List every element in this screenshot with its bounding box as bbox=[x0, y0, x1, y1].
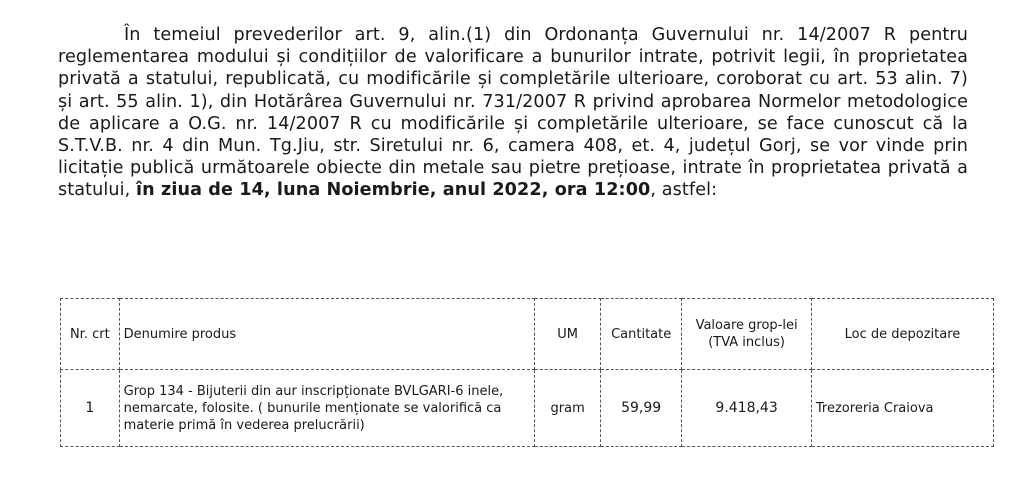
cell-cantitate: 59,99 bbox=[601, 370, 682, 447]
header-denumire-produs: Denumire produs bbox=[119, 299, 535, 370]
products-table bbox=[60, 298, 994, 447]
header-um: UM bbox=[535, 299, 601, 370]
header-valoare: Valoare grop-lei (TVA inclus) bbox=[682, 299, 812, 370]
header-nr-crt: Nr. crt bbox=[61, 299, 120, 370]
header-loc-depozitare: Loc de depozitare bbox=[811, 299, 993, 370]
cell-loc-depozitare: Trezoreria Craiova bbox=[811, 370, 993, 447]
paragraph-end-text: , astfel: bbox=[650, 180, 718, 201]
header-cantitate: Cantitate bbox=[601, 299, 682, 370]
table-header-row bbox=[61, 299, 994, 370]
cell-valoare: 9.418,43 bbox=[682, 370, 812, 447]
cell-um: gram bbox=[535, 370, 601, 447]
paragraph-main-text: În temeiul prevederilor art. 9, alin.(1) din Ordonanța Guvernului nr. 14/2007 R pentru reglementarea modului și condițiilor de valorificare a bunurilor intrate, potrivit legii, în proprietatea privată a statului, republicată, cu modificările și completările ulterioare, coroborat cu art. 53 alin. 7) și art. 55 alin. 1), din Hotărârea Guvernului nr. 731/2007 R privind aprobarea Normelor metodologice de aplicare a O.G. nr. 14/2007 R cu modificările și completările ulterioare, se face cunoscut că la S.T.V.B. nr. 4 din Mun. Tg.Jiu, str. Siretului nr. 6, camera 408, et. 4, județul Gorj, se vor vinde prin licitație publică următoarele obiecte din metale sau pietre prețioase, intrate în proprietatea privată a statului, bbox=[58, 25, 968, 201]
table-row bbox=[61, 370, 994, 447]
cell-nr: 1 bbox=[61, 370, 120, 447]
announcement-paragraph bbox=[58, 24, 968, 202]
auction-date-text: în ziua de 14, luna Noiembrie, anul 2022, ora 12:00 bbox=[136, 180, 651, 201]
cell-denumire: Grop 134 - Bijuterii din aur inscripționate BVLGARI-6 inele, nemarcate, folosite. ( bunurile menționate se valorifică ca materie primă în vederea prelucrării) bbox=[119, 370, 535, 447]
